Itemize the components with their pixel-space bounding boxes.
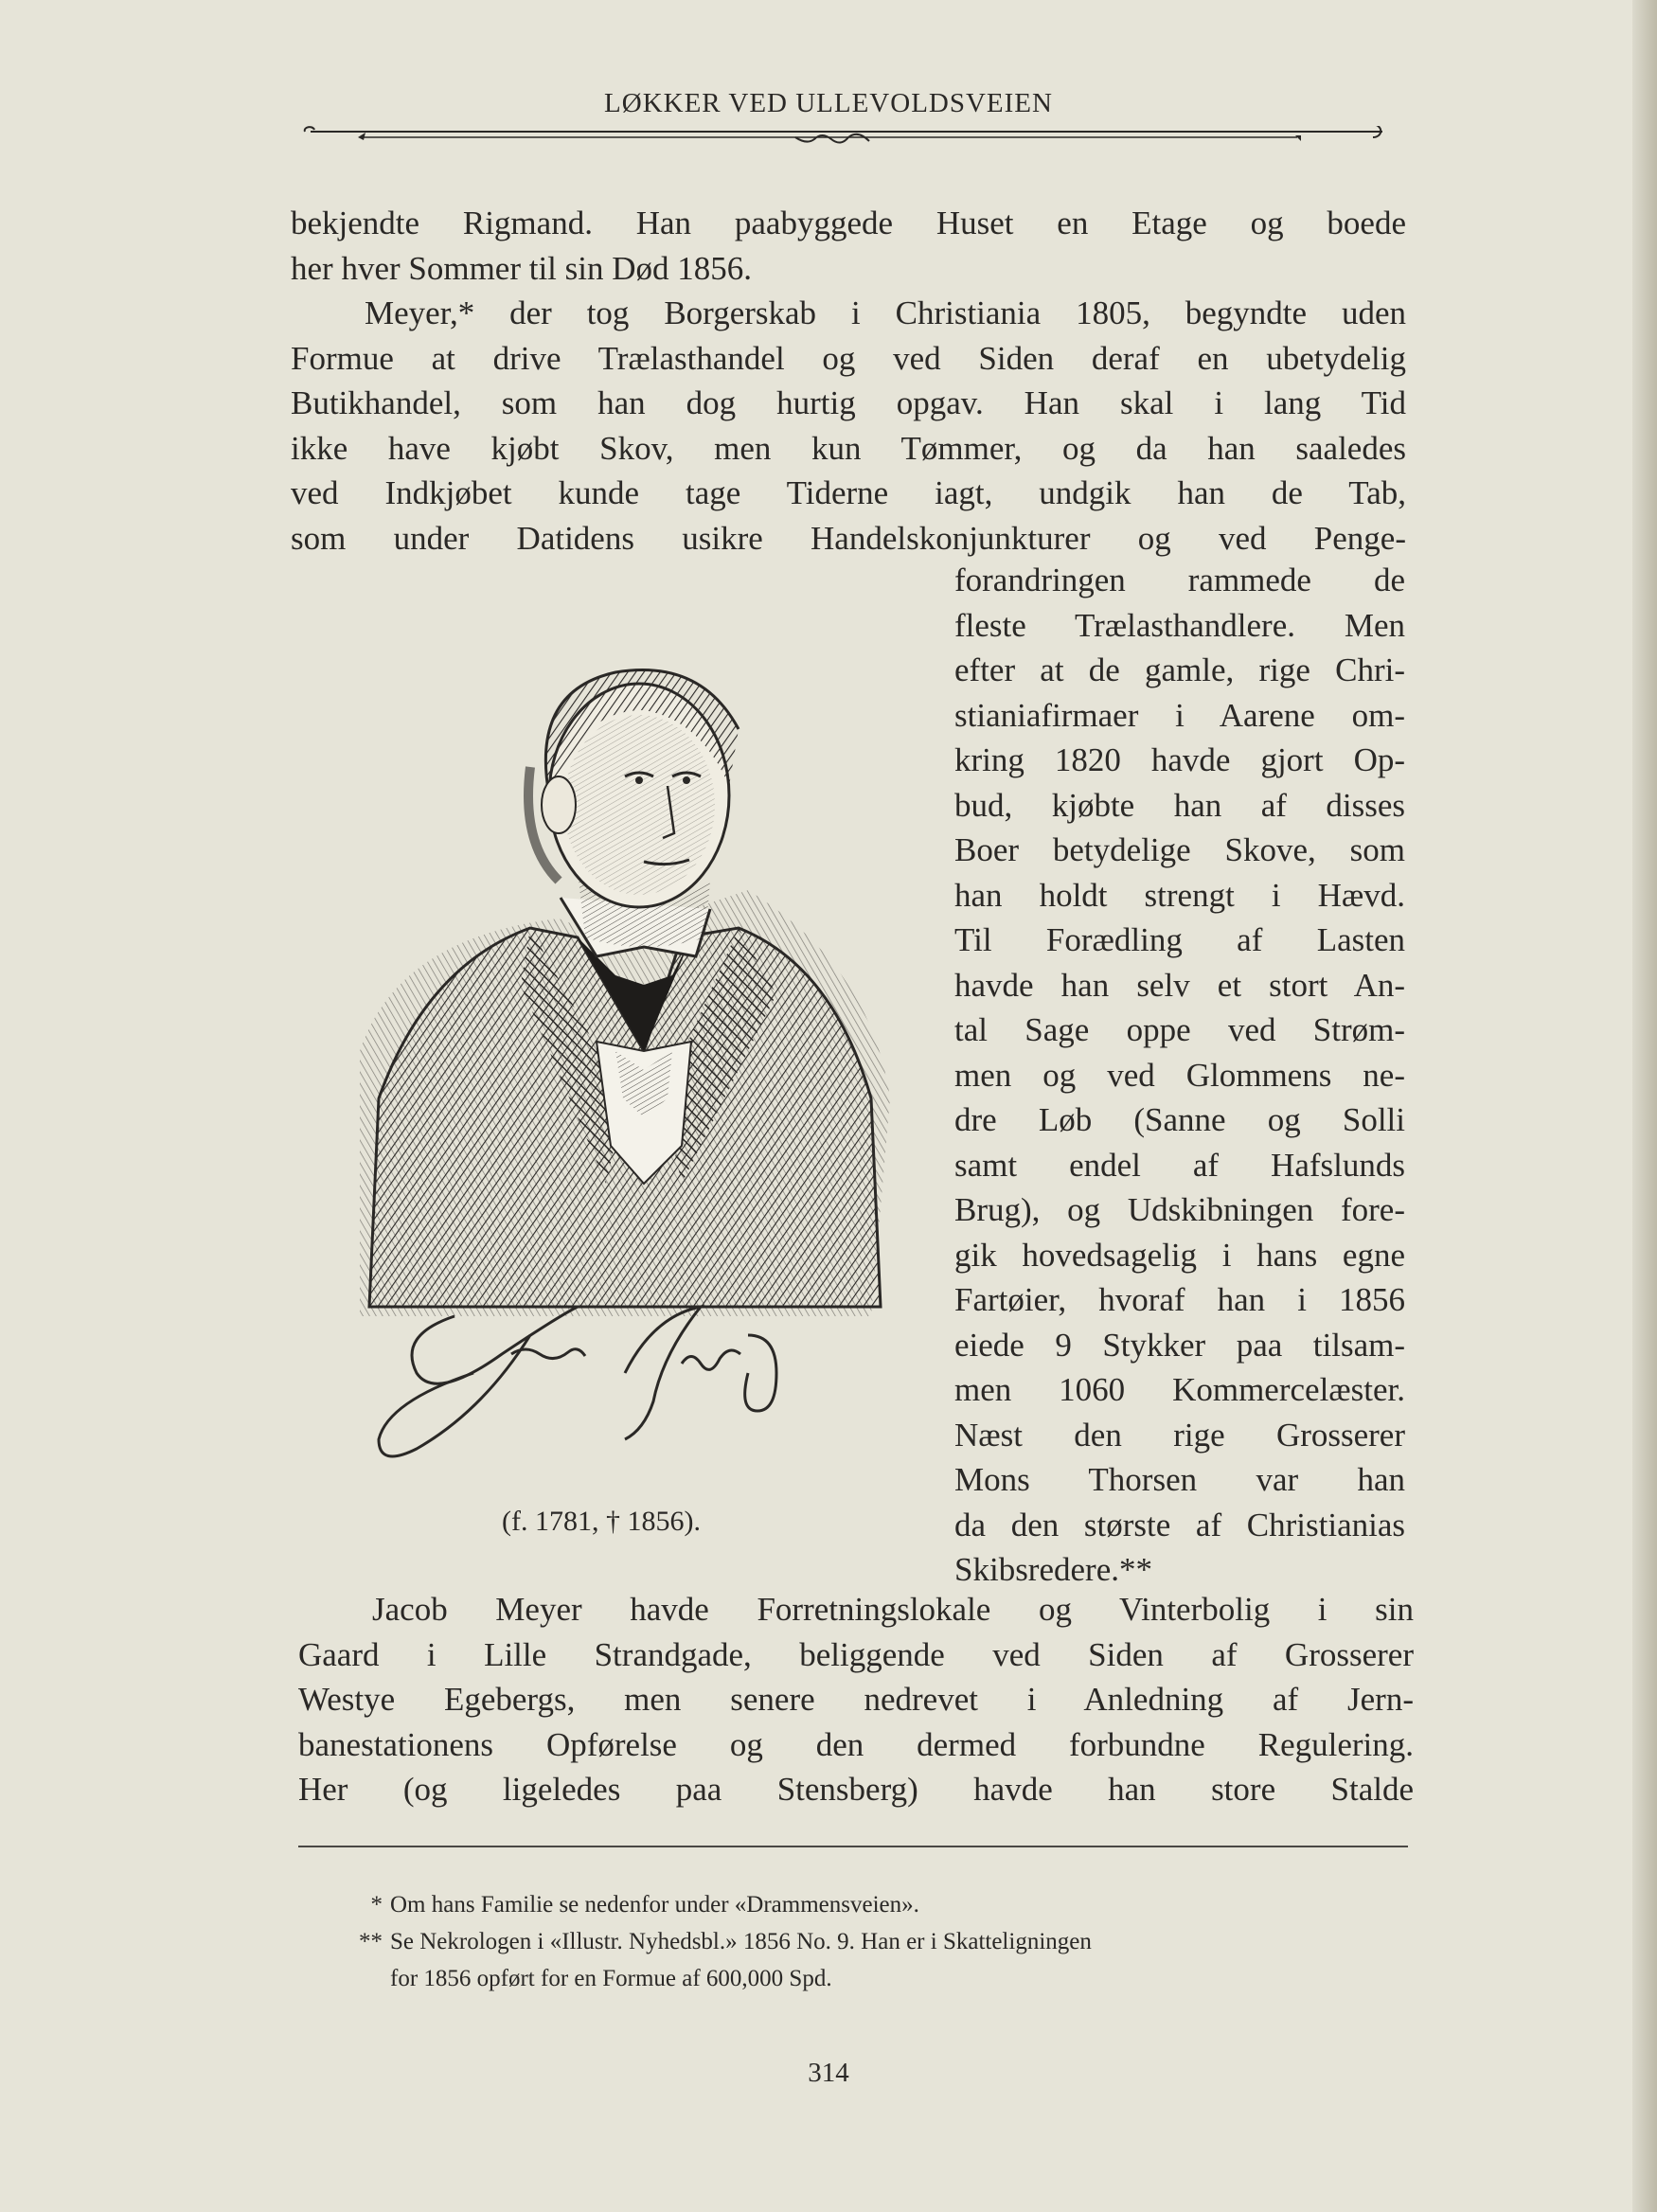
text-line: ved Indkjøbet kunde tage Tiderne iagt, undgik han de Tab, xyxy=(291,474,1406,511)
text-line: efter at de gamle, rige Chri- xyxy=(954,651,1405,688)
text-line: Boer betydelige Skove, som xyxy=(954,831,1405,868)
page-number: 314 xyxy=(808,2058,849,2088)
footnote-1 xyxy=(322,1886,1420,1923)
text-line: Jacob Meyer havde Forretningslokale og Vinterbolig i sin xyxy=(372,1591,1414,1628)
text-line: Meyer,* der tog Borgerskab i Christiania 1805, begyndte uden xyxy=(365,294,1406,331)
signature-flourish xyxy=(379,1307,776,1456)
text-line: banestationens Opførelse og den dermed forbundne Regulering. xyxy=(298,1725,1414,1763)
text-block-bottom xyxy=(298,1587,1414,1812)
text-line: men og ved Glommens ne- xyxy=(954,1056,1405,1094)
portrait-engraving xyxy=(341,653,909,1468)
text-line: ikke have kjøbt Skov, men kun Tømmer, og da han saaledes xyxy=(291,429,1406,467)
portrait-caption: (f. 1781, † 1856). xyxy=(502,1506,701,1537)
text-line: da den største af Christianias xyxy=(954,1506,1405,1543)
text-line: gik hovedsagelig i hans egne xyxy=(954,1236,1405,1274)
page-edge xyxy=(1632,0,1657,2212)
footnote-2-continued xyxy=(322,1960,1420,1997)
text-line: Skibsredere.** xyxy=(954,1551,1152,1588)
footnote-2 xyxy=(322,1923,1420,1960)
footnote-rule xyxy=(298,1846,1408,1847)
text-line: fleste Trælasthandlere. Men xyxy=(954,606,1405,644)
text-line: som under Datidens usikre Handelskonjunkturer og ved Penge- xyxy=(291,519,1406,557)
text-line: forandringen rammede de xyxy=(954,562,1405,598)
text-block-right-column xyxy=(954,558,1405,1593)
text-line: Westye Egebergs, men senere nedrevet i Anledning af Jern- xyxy=(298,1681,1414,1718)
running-header: LØKKER VED ULLEVOLDSVEIEN xyxy=(604,88,1053,118)
text-line: Brug), og Udskibningen fore- xyxy=(954,1191,1405,1228)
text-line: tal Sage oppe ved Strøm- xyxy=(954,1011,1405,1048)
text-line: Gaard i Lille Strandgade, beliggende ved Siden af Grosserer xyxy=(298,1635,1414,1673)
footnote-mark: * xyxy=(370,1892,383,1918)
footnote-text: Se Nekrologen i «Illustr. Nyhedsbl.» 1856 No. 9. Han er i Skatteligningen xyxy=(390,1929,1092,1954)
text-line: kring 1820 havde gjort Op- xyxy=(954,741,1405,778)
text-line: Næst den rige Grosserer xyxy=(954,1416,1405,1454)
text-line: stianiafirmaer i Aarene om- xyxy=(954,696,1405,734)
text-line: bekjendte Rigmand. Han paabyggede Huset en Etage og boede xyxy=(291,205,1406,241)
text-line: Her (og ligeledes paa Stensberg) havde han store Stalde xyxy=(298,1771,1414,1808)
text-line: han holdt strengt i Hævd. xyxy=(954,876,1405,914)
text-line: Fartøier, hvoraf han i 1856 xyxy=(954,1281,1405,1318)
text-line: dre Løb (Sanne og Solli xyxy=(954,1101,1405,1138)
header-ornament-rule xyxy=(303,126,1382,147)
footnotes xyxy=(322,1886,1420,1997)
footnote-mark: ** xyxy=(359,1929,383,1954)
text-line: Mons Thorsen var han xyxy=(954,1461,1405,1498)
text-block-top xyxy=(291,201,1406,561)
footnote-text: Om hans Familie se nedenfor under «Drammensveien». xyxy=(390,1892,919,1918)
text-line: Til Forædling af Lasten xyxy=(954,921,1405,958)
text-line: her hver Sommer til sin Død 1856. xyxy=(291,249,753,287)
text-line: Formue at drive Trælasthandel og ved Siden deraf en ubetydelig xyxy=(291,339,1406,377)
text-line: bud, kjøbte han af disses xyxy=(954,786,1405,824)
text-line: havde han selv et stort An- xyxy=(954,966,1405,1004)
text-line: samt endel af Hafslunds xyxy=(954,1146,1405,1184)
text-line: eiede 9 Stykker paa tilsam- xyxy=(954,1326,1405,1364)
footnote-text: for 1856 opført for en Formue af 600,000 Spd. xyxy=(390,1966,832,1991)
text-line: Butikhandel, som han dog hurtig opgav. Han skal i lang Tid xyxy=(291,384,1406,421)
text-line: men 1060 Kommercelæster. xyxy=(954,1371,1405,1408)
